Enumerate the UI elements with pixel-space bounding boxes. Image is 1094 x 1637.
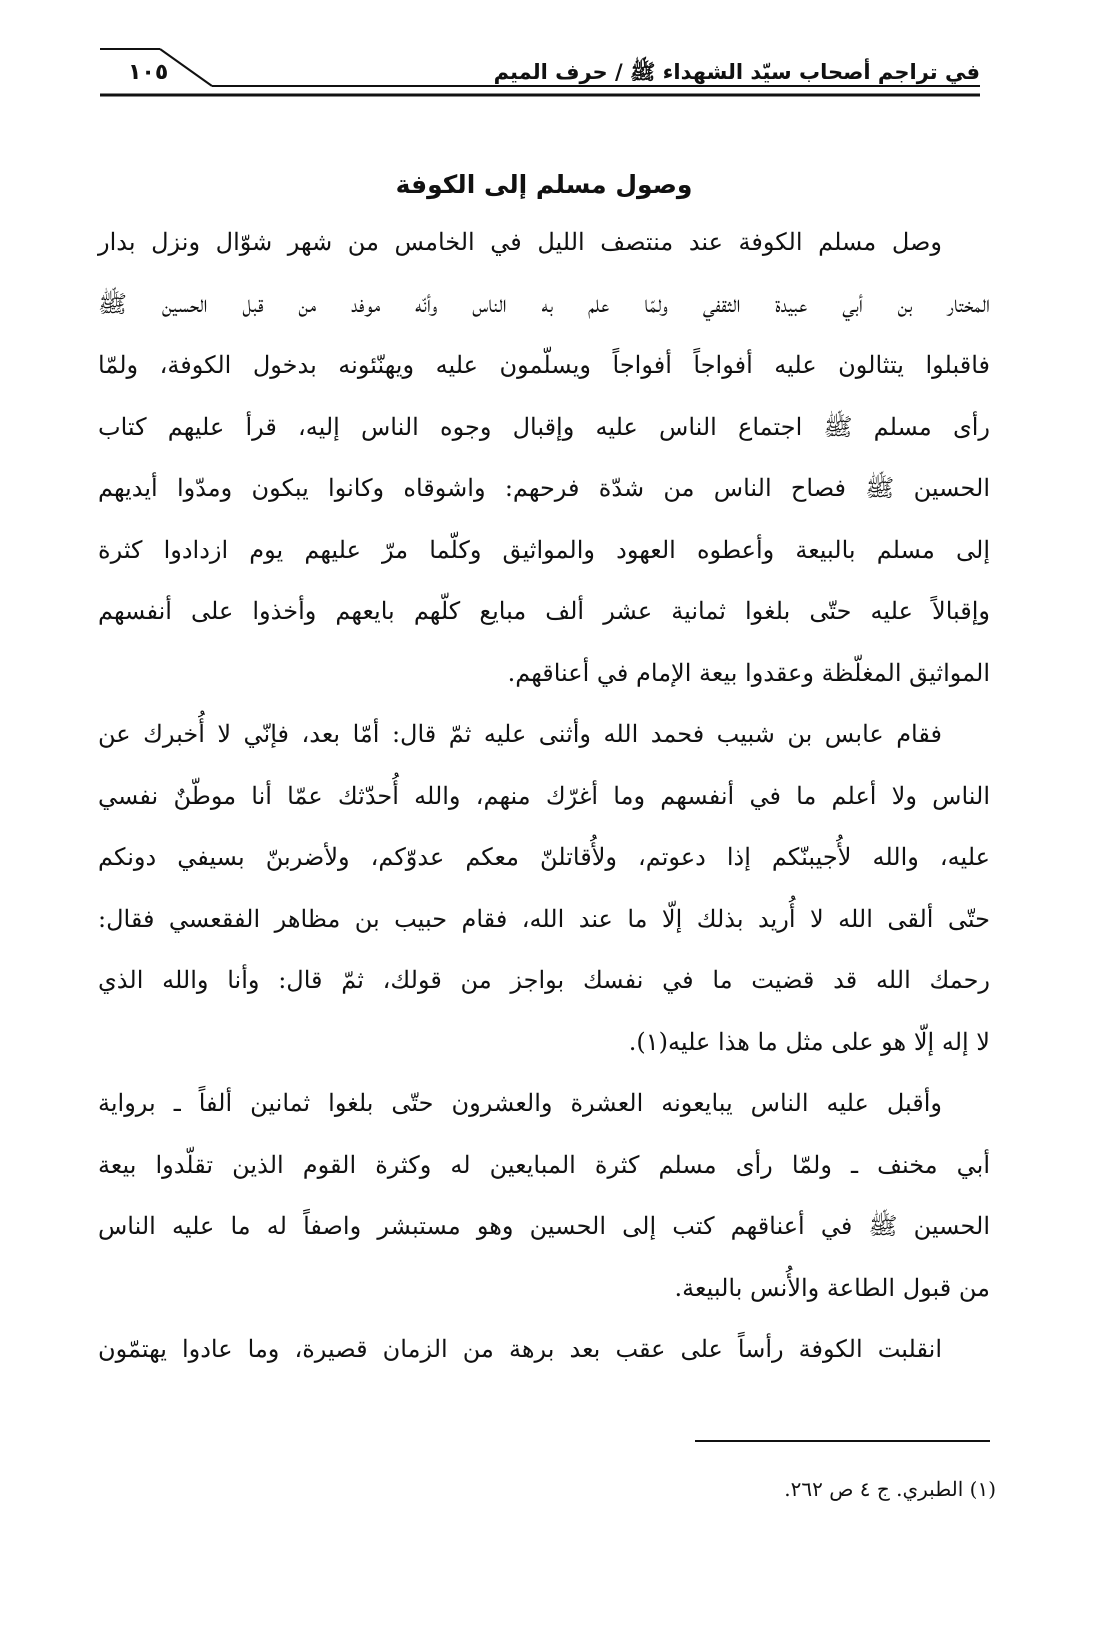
text-line: رأى مسلم ﷺ اجتماع الناس عليه وإقبال وجوه الناس إليه، قرأ عليهم كتاب: [98, 412, 990, 441]
footnote: (١) الطبري. ج ٤ ص ٢٦٢.: [784, 1477, 996, 1501]
text-line: من قبول الطاعة والأُنس بالبيعة.: [674, 1273, 990, 1302]
text-line: الحسين ﷺ فصاح الناس من شدّة فرحهم: واشوقاه وكانوا يبكون ومدّوا أيديهم: [98, 474, 990, 502]
text-line: رحمك الله قد قضيت ما في نفسك بواجز من قولك، ثمّ قال: وأنا والله الذي: [98, 966, 990, 994]
text-line: المواثيق المغلّظة وعقدوا بيعة الإمام في أعناقهم.: [507, 658, 990, 687]
text-line: انقلبت الكوفة رأساً على عقب بعد برهة من الزمان قصيرة، وما عادوا يهتمّون: [98, 1335, 942, 1363]
text-line: فاقبلوا يتثالون عليه أفواجاً أفواجاً ويسلّمون عليه ويهنّئونه بدخول الكوفة، ولمّا: [98, 351, 990, 379]
text-line: عليه، والله لأُجيبنّكم إذا دعوتم، ولأُقاتلنّ معكم عدوّكم، ولأضربنّ بسيفي دونكم: [98, 843, 990, 871]
text-line: لا إله إلّا هو على مثل ما هذا عليه(١).: [628, 1027, 990, 1056]
text-line: فقام عابس بن شبيب فحمد الله وأثنى عليه ثمّ قال: أمّا بعد، فإنّي لا أُخبرك عن: [98, 720, 942, 748]
page-number: ١٠٥: [128, 60, 169, 85]
text-line: المختار بن أبي عبيدة الثقفي ولمّا علم به الناس وأنّه موفد من قبل الحسين ﷺ: [98, 289, 990, 318]
text-line: وأقبل عليه الناس يبايعونه العشرة والعشرون حتّى بلغوا ثمانين ألفاً ـ برواية: [98, 1089, 942, 1117]
main-text: [98, 160, 990, 1381]
text-line: وصل مسلم الكوفة عند منتصف الليل في الخامس من شهر شوّال ونزل بدار: [98, 228, 942, 256]
section-title: وصول مسلم إلى الكوفة: [395, 170, 693, 199]
paragraph-3: [98, 1073, 990, 1319]
text-line: وإقبالاً عليه حتّى بلغوا ثمانية عشر ألف مبايع كلّهم بايعهم وأخذوا على أنفسهم: [98, 597, 990, 625]
paragraph-1: [98, 212, 990, 704]
paragraph-4: [98, 1319, 990, 1381]
footnote-separator: [695, 1440, 990, 1442]
text-line: إلى مسلم بالبيعة وأعطوه العهود والمواثيق وكلّما مرّ عليهم يوم ازدادوا كثرة: [98, 535, 990, 564]
running-header: [100, 40, 980, 110]
paragraph-2: [98, 704, 990, 1073]
text-line: الحسين ﷺ في أعناقهم كتب إلى الحسين وهو مستبشر واصفاً له ما عليه الناس: [98, 1212, 990, 1240]
text-line: حتّى ألقى الله لا أُريد بذلك إلّا ما عند الله، فقام حبيب بن مظاهر الفقعسي فقال:: [98, 904, 990, 933]
text-line: أبي مخنف ـ ولمّا رأى مسلم كثرة المبايعين له وكثرة القوم الذين تقلّدوا بيعة: [98, 1150, 990, 1179]
text-line: الناس ولا أعلم ما في أنفسهم وما أغرّك منهم، والله أُحدّثك عمّا أنا موطّنٌ نفسي: [98, 781, 990, 810]
running-title: في تراجم أصحاب سيّد الشهداء ﷺ / حرف الميم: [493, 60, 980, 84]
